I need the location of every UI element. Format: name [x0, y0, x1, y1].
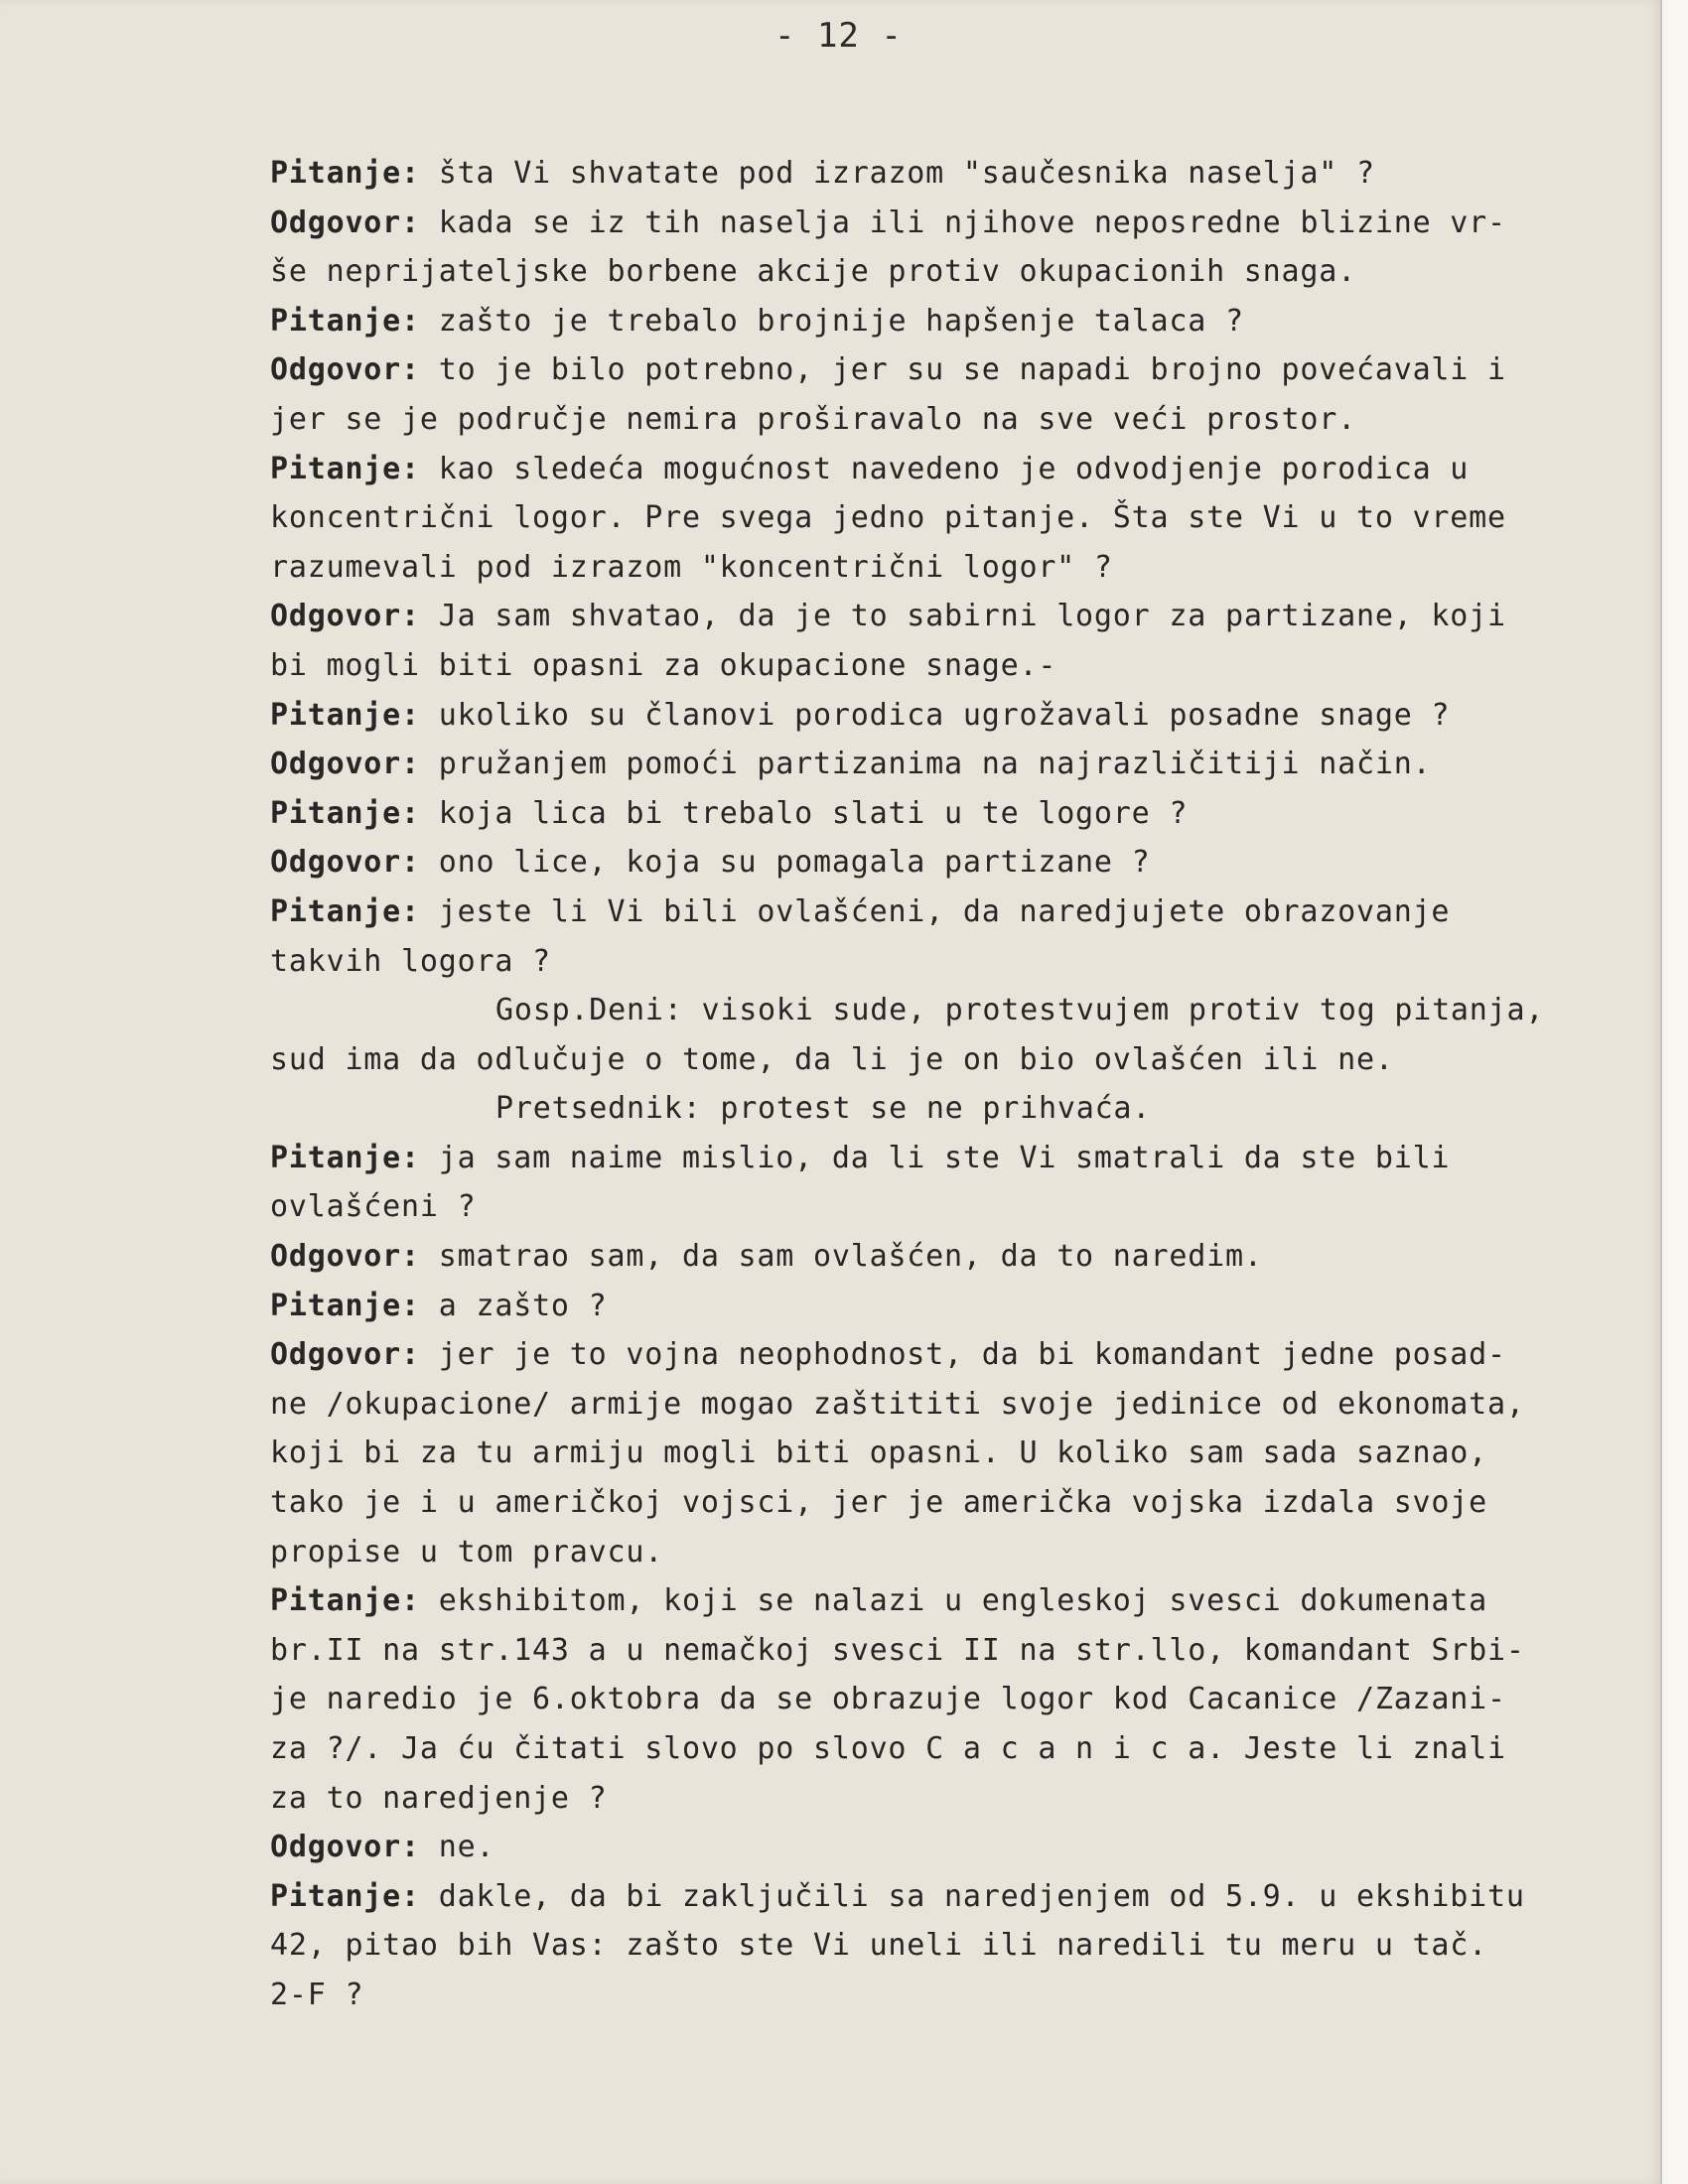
line-text: smatrao sam, da sam ovlašćen, da to naredim. — [419, 1239, 1263, 1275]
line-text: dakle, da bi zaključili sa naredjenjem od 5.9. u ekshibitu — [419, 1878, 1525, 1914]
line-text: jer je to vojna neophodnost, da bi komandant jedne posad- — [419, 1337, 1506, 1373]
line-text: Ja sam shvatao, da je to sabirni logor za partizane, koji — [419, 599, 1506, 634]
speaker-label: Odgovor: — [270, 845, 420, 881]
speaker-label: Pitanje: — [270, 156, 420, 191]
transcript-line — [270, 1182, 1640, 1232]
speaker-label: Pitanje: — [270, 1140, 420, 1175]
line-text: koncentrični logor. Pre svega jedno pitanje. Šta ste Vi u to vreme — [270, 500, 1506, 536]
line-text: razumevali pod izrazom "koncentrični logor" ? — [270, 549, 1113, 585]
line-text: kao sledeća mogućnost navedeno je odvodjenje porodica u — [419, 451, 1470, 486]
speaker-label: Pitanje: — [270, 303, 420, 339]
transcript-line — [270, 345, 1640, 395]
transcript-line — [270, 838, 1640, 887]
speaker-label: Odgovor: — [270, 1830, 420, 1865]
transcript-line — [270, 1576, 1640, 1626]
line-text: je naredio je 6.oktobra da se obrazuje logor kod Cacanice /Zazani- — [270, 1682, 1506, 1717]
transcript-line — [270, 493, 1640, 543]
transcript-line — [270, 789, 1640, 839]
transcript-line — [270, 1380, 1640, 1430]
transcript-line — [270, 937, 1640, 987]
line-text: takvih logora ? — [270, 943, 551, 979]
transcript-line — [270, 1528, 1640, 1577]
transcript-line — [270, 395, 1640, 445]
line-text: sud ima da odlučuje o tome, da li je on bio ovlašćen ili ne. — [270, 1041, 1394, 1077]
line-text: šta Vi shvatate pod izrazom "saučesnika naselja" ? — [419, 156, 1375, 191]
transcript-line — [270, 887, 1640, 937]
transcript-line — [270, 247, 1640, 297]
line-text: ekshibitom, koji se nalazi u engleskoj svesci dokumenata — [419, 1583, 1488, 1619]
transcript-line — [270, 1478, 1640, 1528]
transcript-line — [270, 1330, 1640, 1380]
transcript-line — [270, 1134, 1640, 1183]
transcript-line — [270, 1035, 1640, 1085]
transcript-line — [270, 199, 1640, 248]
transcript-body — [270, 149, 1640, 2020]
line-text: ukoliko su članovi porodica ugrožavali posadne snage ? — [419, 697, 1451, 733]
line-text: za to naredjenje ? — [270, 1780, 608, 1816]
line-text: pružanjem pomoći partizanima na najrazličitiji način. — [419, 747, 1432, 782]
transcript-line — [270, 1282, 1640, 1331]
transcript-line — [270, 1921, 1640, 1971]
transcript-line — [270, 691, 1640, 741]
line-text: koji bi za tu armiju mogli biti opasni. U koliko sam sada saznao, — [270, 1435, 1487, 1471]
transcript-line — [270, 592, 1640, 641]
line-text: še neprijateljske borbene akcije protiv okupacionih snaga. — [270, 254, 1356, 290]
page-number: - 12 - — [774, 16, 903, 56]
transcript-line — [270, 445, 1640, 494]
line-text: tako je i u američkoj vojsci, jer je američka vojska izdala svoje — [270, 1485, 1487, 1521]
line-text: koja lica bi trebalo slati u te logore ? — [419, 795, 1189, 831]
line-text: ja sam naime mislio, da li ste Vi smatrali da ste bili — [419, 1140, 1451, 1175]
transcript-line — [270, 740, 1640, 789]
line-text: jeste li Vi bili ovlašćeni, da naredjujete obrazovanje — [419, 893, 1451, 929]
transcript-line — [270, 1084, 1640, 1134]
transcript-line — [270, 1675, 1640, 1724]
line-text: jer se je područje nemira proširavalo na sve veći prostor. — [270, 401, 1356, 437]
transcript-line — [270, 1872, 1640, 1922]
line-text: a zašto ? — [419, 1288, 608, 1323]
speaker-label: Odgovor: — [270, 599, 420, 634]
speaker-label: Pitanje: — [270, 697, 420, 733]
transcript-line — [270, 543, 1640, 593]
transcript-line — [270, 1232, 1640, 1282]
transcript-line — [270, 1774, 1640, 1824]
line-text: ovlašćeni ? — [270, 1189, 477, 1225]
transcript-line — [270, 297, 1640, 346]
line-text: propise u tom pravcu. — [270, 1534, 664, 1570]
line-text: ne /okupacione/ armije mogao zaštititi svoje jedinice od ekonomata, — [270, 1386, 1525, 1422]
line-text: 42, pitao bih Vas: zašto ste Vi uneli ili naredili tu meru u tač. — [270, 1928, 1487, 1964]
line-text: 2-F ? — [270, 1977, 364, 2012]
line-text: kada se iz tih naselja ili njihove neposredne blizine vr- — [419, 205, 1506, 240]
line-text: ono lice, koja su pomagala partizane ? — [419, 845, 1151, 881]
speaker-label: Odgovor: — [270, 352, 420, 388]
line-text: ne. — [419, 1830, 495, 1865]
transcript-line — [270, 1626, 1640, 1676]
line-text: to je bilo potrebno, jer su se napadi brojno povećavali i — [419, 352, 1506, 388]
line-text: Gosp.Deni: visoki sude, protestvujem protiv tog pitanja, — [495, 993, 1545, 1028]
speaker-label: Odgovor: — [270, 747, 420, 782]
speaker-label: Pitanje: — [270, 1878, 420, 1914]
transcript-line — [270, 149, 1640, 199]
speaker-label: Odgovor: — [270, 1337, 420, 1373]
speaker-label: Pitanje: — [270, 795, 420, 831]
line-text: za ?/. Ja ću čitati slovo po slovo C a c a n i c a. Jeste li znali — [270, 1731, 1506, 1766]
speaker-label: Pitanje: — [270, 893, 420, 929]
speaker-label: Pitanje: — [270, 451, 420, 486]
line-text: br.II na str.143 a u nemačkoj svesci II na str.llo, komandant Srbi- — [270, 1632, 1525, 1668]
transcript-line — [270, 1429, 1640, 1478]
speaker-label: Pitanje: — [270, 1288, 420, 1323]
line-text: zašto je trebalo brojnije hapšenje talaca ? — [419, 303, 1244, 339]
transcript-line — [270, 641, 1640, 691]
transcript-line — [270, 986, 1640, 1035]
line-text: bi mogli biti opasni za okupacione snage.- — [270, 647, 1057, 683]
transcript-line — [270, 1724, 1640, 1774]
speaker-label: Odgovor: — [270, 205, 420, 240]
transcript-line — [270, 1971, 1640, 2020]
line-text: Pretsednik: protest se ne prihvaća. — [495, 1091, 1152, 1127]
transcript-line — [270, 1823, 1640, 1872]
speaker-label: Odgovor: — [270, 1239, 420, 1275]
speaker-label: Pitanje: — [270, 1583, 420, 1619]
paper-edge — [1660, 0, 1688, 2184]
